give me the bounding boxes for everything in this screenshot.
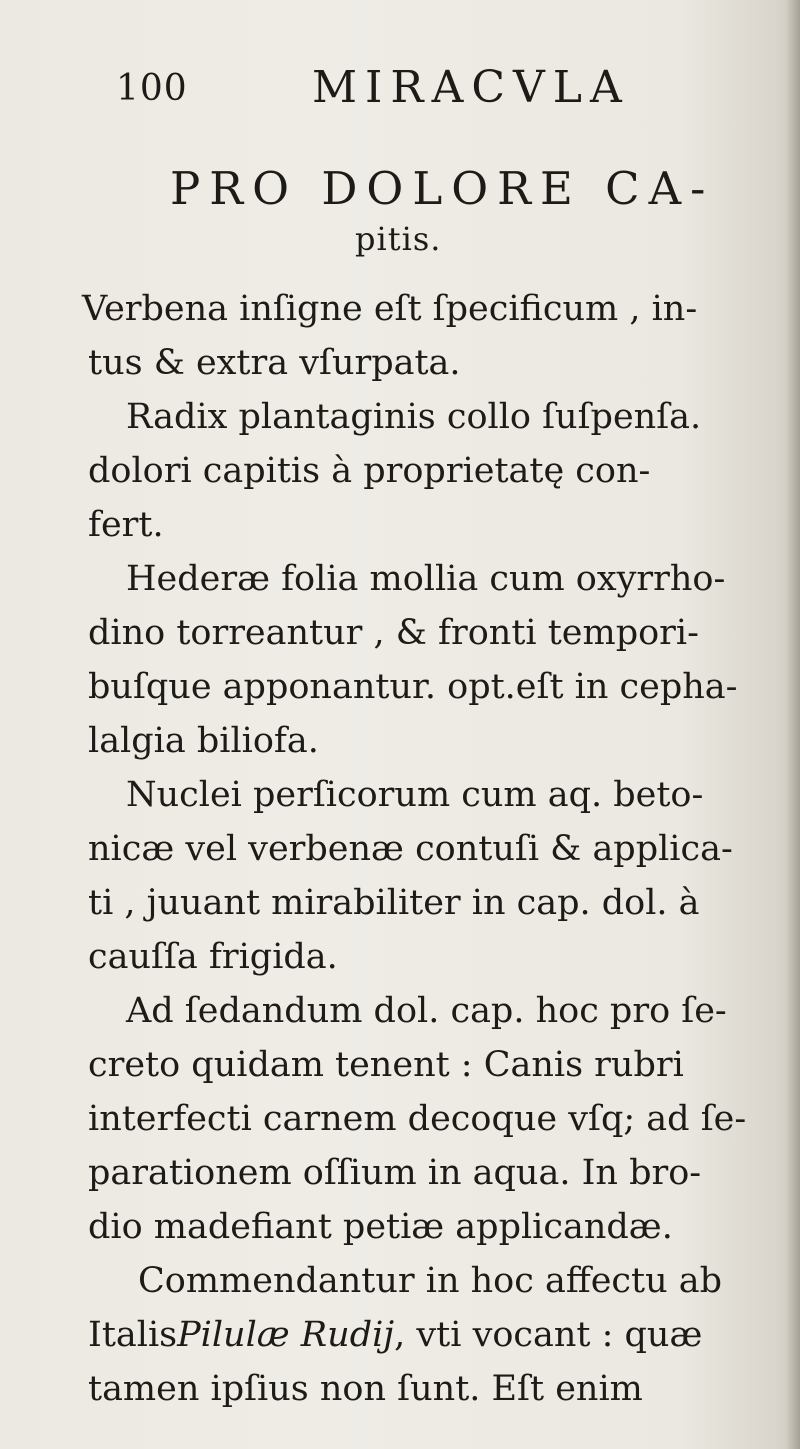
text-line: Verbena inſigne eſt ſpecificum , in- — [82, 289, 698, 329]
text-line: tamen ipſius non ſunt. Eſt enim — [88, 1369, 643, 1409]
text-line: parationem oſſium in aqua. In bro- — [88, 1153, 702, 1193]
running-title: MIRACVLA — [312, 62, 630, 113]
text-line: Hederæ folia mollia cum oxyrrho- — [126, 559, 726, 599]
text-line: dolori capitis à proprietatę con- — [88, 451, 651, 491]
text-line: cauſſa frigida. — [88, 937, 338, 977]
text-italic-pilulae: Pilulæ Rudij — [177, 1315, 395, 1355]
text-line: buſque apponantur. opt.eſt in cepha- — [88, 667, 738, 707]
text-line: Commendantur in hoc affectu ab — [138, 1261, 723, 1301]
text-line: dino torreantur , & fronti tempori- — [88, 613, 699, 653]
text-line — [88, 1315, 703, 1355]
heading-line-1: PRO DOLORE CA- — [170, 162, 715, 215]
text-line: fert. — [88, 505, 164, 545]
page-edge-shadow — [786, 0, 800, 1449]
text-line: Radix plantaginis collo ſuſpenſa. — [126, 397, 702, 437]
text-line: creto quidam tenent : Canis rubri — [88, 1045, 684, 1085]
text-italis: Italis — [88, 1315, 178, 1355]
text-line: tus & extra vſurpata. — [88, 343, 461, 383]
heading-line-2: pitis. — [355, 220, 442, 258]
page-number: 100 — [116, 68, 188, 109]
text-line: Nuclei perſicorum cum aq. beto- — [126, 775, 704, 815]
page-header — [0, 62, 800, 112]
text-line: interfecti carnem decoque vſq; ad ſe- — [88, 1099, 747, 1139]
text-line: Ad ſedandum dol. cap. hoc pro ſe- — [126, 991, 727, 1031]
text-line: lalgia biliofa. — [88, 721, 319, 761]
text-line: nicæ vel verbenæ contuſi & applica- — [88, 829, 733, 869]
text-line-tail: , vti vocant : quæ — [394, 1315, 703, 1355]
text-line: ti , juuant mirabiliter in cap. dol. à — [88, 883, 700, 923]
text-line: dio madefiant petiæ applicandæ. — [88, 1207, 673, 1247]
